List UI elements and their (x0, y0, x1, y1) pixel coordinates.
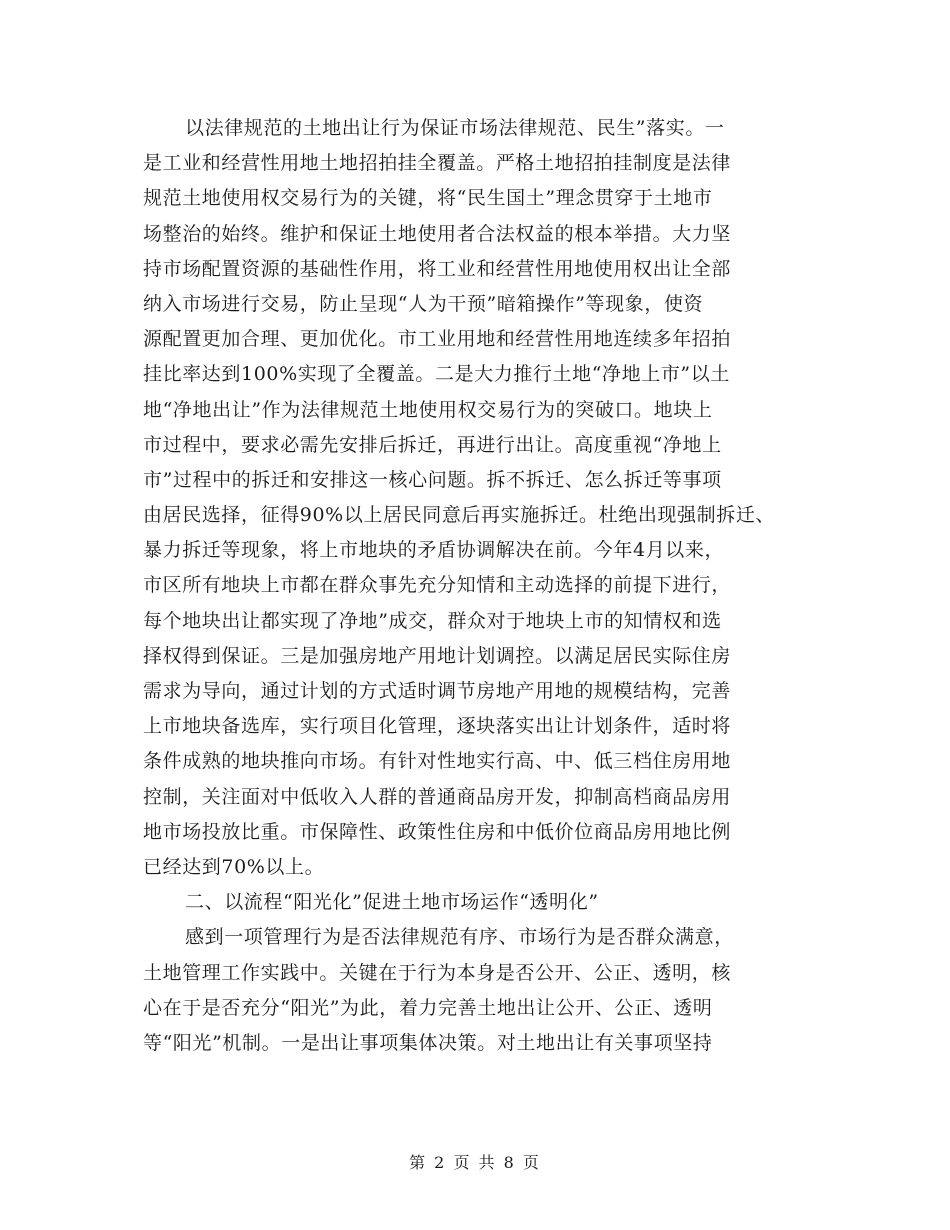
text-line: 上市地块备选库，实行项目化管理，逐块落实出让计划条件，适时将 (143, 715, 732, 738)
text-line: 地市场投放比重。市保障性、政策性住房和中低价位商品房用地比例 (143, 820, 732, 843)
text-line: 以法律规范的土地出让行为保证市场法律规范、民生”落实。一 (185, 117, 725, 139)
text-line: 择权得到保证。三是加强房地产用地计划调控。以满足居民实际住房 (143, 644, 732, 667)
text-line: 暴力拆迁等现象，将上市地块的矛盾协调解决在前。今年4月以来， (143, 539, 725, 562)
text-line: 由居民选择，征得90%以上居民同意后再实施拆迁。杜绝出现强制拆迁、 (143, 504, 776, 527)
text-line: 土地管理工作实践中。关键在于行为本身是否公开、公正、透明，核 (143, 961, 732, 984)
page-number-footer: 第 2 页 共 8 页 (409, 1153, 541, 1172)
text-line: 市区所有地块上市都在群众事先充分知情和主动选择的前提下进行， (143, 574, 732, 597)
text-line: 源配置更加合理、更加优化。市工业用地和经营性用地连续多年招拍 (143, 328, 732, 351)
text-line: 规范土地使用权交易行为的关键，将“民生国土”理念贯穿于土地市 (143, 187, 713, 210)
text-line: 挂比率达到100%实现了全覆盖。二是大力推行土地“净地上市”以土 (143, 363, 730, 386)
text-line: 心在于是否充分“阳光”为此，着力完善土地出让公开、公正、透明 (143, 996, 713, 1019)
text-line: 市”过程中的拆迁和安排这一核心问题。拆不拆迁、怎么拆迁等事项 (143, 468, 722, 491)
text-line: 每个地块出让都实现了净地”成交，群众对于地块上市的知情权和选 (143, 609, 722, 632)
text-line: 是工业和经营性用地土地招拍挂全覆盖。严格土地招拍挂制度是法律 (143, 152, 732, 175)
text-line: 纳入市场进行交易，防止呈现“人为干预”暗箱操作”等现象，使资 (143, 292, 704, 315)
text-line: 控制，关注面对中低收入人群的普通商品房开发，抑制高档商品房用 (143, 785, 732, 808)
text-line: 场整治的始终。维护和保证土地使用者合法权益的根本举措。大力坚 (143, 222, 732, 245)
text-line: 持市场配置资源的基础性作用，将工业和经营性用地使用权出让全部 (143, 257, 732, 280)
text-line: 市过程中，要求必需先安排后拆迁，再进行出让。高度重视“净地上 (143, 433, 722, 456)
text-line: 地“净地出让”作为法律规范土地使用权交易行为的突破口。地块上 (143, 398, 713, 421)
section-heading: 二、以流程“阳光化”促进土地市场运作“透明化” (185, 891, 599, 914)
text-line: 等“阳光”机制。一是出让事项集体决策。对土地出让有关事项坚持 (143, 1031, 713, 1054)
body-text (143, 111, 823, 1061)
text-line: 感到一项管理行为是否法律规范有序、市场行为是否群众满意， (185, 926, 734, 949)
text-line: 已经达到70%以上。 (143, 855, 325, 878)
text-line: 条件成熟的地块推向市场。有针对性地实行高、中、低三档住房用地 (143, 750, 732, 773)
text-line: 需求为导向，通过计划的方式适时调节房地产用地的规模结构，完善 (143, 680, 732, 702)
